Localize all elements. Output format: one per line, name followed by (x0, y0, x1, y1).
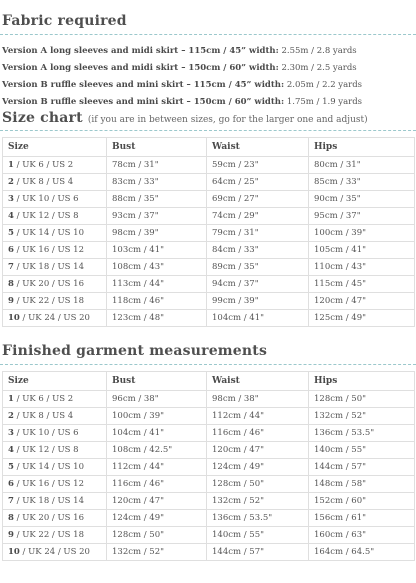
size-cell (3, 425, 107, 442)
table-row (3, 425, 415, 442)
table-row (3, 259, 415, 276)
waist-cell: 98cm / 38" (207, 391, 309, 408)
hips-cell: 164cm / 64.5" (309, 544, 415, 561)
table-row (3, 157, 415, 174)
waist-cell: 116cm / 46" (207, 425, 309, 442)
bust-cell: 104cm / 41" (107, 425, 207, 442)
size-label: / UK 24 / US 20 (19, 547, 90, 557)
size-cell (3, 191, 107, 208)
size-number: 7 (8, 262, 14, 272)
size-cell (3, 242, 107, 259)
bust-cell: 88cm / 35" (107, 191, 207, 208)
hips-cell: 115cm / 45" (309, 276, 415, 293)
table-header-row (3, 138, 415, 157)
fabric-required-title (2, 13, 127, 29)
waist-cell: 64cm / 25" (207, 174, 309, 191)
bust-cell: 108cm / 43" (107, 259, 207, 276)
column-header: Bust (107, 372, 207, 391)
bust-cell: 100cm / 39" (107, 408, 207, 425)
size-cell (3, 310, 107, 327)
table-row (3, 191, 415, 208)
finished-measurements-title-text: Finished garment measurements (2, 343, 268, 359)
hips-cell: 80cm / 31" (309, 157, 415, 174)
fabric-line-label: Version A long sleeves and midi skirt – 115cm / 45” width: (2, 46, 279, 56)
divider (0, 34, 416, 35)
divider (0, 130, 416, 131)
size-number: 8 (8, 513, 14, 523)
size-number: 3 (8, 428, 14, 438)
hips-cell: 100cm / 39" (309, 225, 415, 242)
size-label: / UK 16 / US 12 (13, 245, 84, 255)
hips-cell: 148cm / 58" (309, 476, 415, 493)
bust-cell: 103cm / 41" (107, 242, 207, 259)
fabric-line-value: 2.30m / 2.5 yards (281, 63, 357, 73)
fabric-required-title-text: Fabric required (2, 13, 127, 29)
table-row (3, 391, 415, 408)
bust-cell: 108cm / 42.5" (107, 442, 207, 459)
waist-cell: 136cm / 53.5" (207, 510, 309, 527)
table-row (3, 510, 415, 527)
table-row (3, 208, 415, 225)
waist-cell: 69cm / 27" (207, 191, 309, 208)
fabric-line-label: Version B ruffle sleeves and mini skirt – 150cm / 60” width: (2, 97, 285, 107)
bust-cell: 120cm / 47" (107, 493, 207, 510)
bust-cell: 132cm / 52" (107, 544, 207, 561)
size-label: / UK 6 / US 2 (13, 160, 74, 170)
size-number: 2 (8, 411, 14, 421)
size-label: / UK 20 / US 16 (13, 279, 84, 289)
size-chart-title (2, 110, 368, 126)
size-number: 4 (8, 445, 14, 455)
hips-cell: 160cm / 63" (309, 527, 415, 544)
hips-cell: 156cm / 61" (309, 510, 415, 527)
table-header-row (3, 372, 415, 391)
table-row (3, 174, 415, 191)
size-number: 4 (8, 211, 14, 221)
column-header: Hips (309, 372, 415, 391)
size-cell (3, 391, 107, 408)
fabric-line-label: Version A long sleeves and midi skirt – 150cm / 60” width: (2, 63, 279, 73)
waist-cell: 59cm / 23" (207, 157, 309, 174)
waist-cell: 94cm / 37" (207, 276, 309, 293)
table-row (3, 242, 415, 259)
size-cell (3, 459, 107, 476)
hips-cell: 85cm / 33" (309, 174, 415, 191)
size-label: / UK 10 / US 6 (13, 428, 79, 438)
waist-cell: 124cm / 49" (207, 459, 309, 476)
waist-cell: 89cm / 35" (207, 259, 309, 276)
size-label: / UK 12 / US 8 (13, 445, 79, 455)
fabric-line-value: 2.05m / 2.2 yards (286, 80, 363, 90)
size-cell (3, 527, 107, 544)
table-row (3, 408, 415, 425)
table-row (3, 293, 415, 310)
finished-measurements-title (2, 343, 267, 359)
size-number: 5 (8, 228, 14, 238)
finished-measurements-table (2, 371, 415, 561)
waist-cell: 132cm / 52" (207, 493, 309, 510)
column-header: Waist (207, 138, 309, 157)
waist-cell: 99cm / 39" (207, 293, 309, 310)
bust-cell: 128cm / 50" (107, 527, 207, 544)
size-number: 10 (8, 547, 20, 557)
column-header: Size (3, 372, 107, 391)
size-chart-note: (if you are in between sizes, go for the larger one and adjust) (87, 115, 368, 125)
waist-cell: 112cm / 44" (207, 408, 309, 425)
table-row (3, 310, 415, 327)
column-header: Hips (309, 138, 415, 157)
bust-cell: 123cm / 48" (107, 310, 207, 327)
hips-cell: 140cm / 55" (309, 442, 415, 459)
size-cell (3, 259, 107, 276)
size-label: / UK 24 / US 20 (19, 313, 90, 323)
size-number: 3 (8, 194, 14, 204)
size-label: / UK 20 / US 16 (13, 513, 84, 523)
size-label: / UK 10 / US 6 (13, 194, 79, 204)
fabric-line-value: 2.55m / 2.8 yards (281, 46, 357, 56)
hips-cell: 125cm / 49" (309, 310, 415, 327)
size-number: 2 (8, 177, 14, 187)
size-label: / UK 12 / US 8 (13, 211, 79, 221)
size-label: / UK 14 / US 10 (13, 462, 84, 472)
size-number: 5 (8, 462, 14, 472)
bust-cell: 113cm / 44" (107, 276, 207, 293)
size-cell (3, 208, 107, 225)
size-number: 8 (8, 279, 14, 289)
size-cell (3, 293, 107, 310)
size-cell (3, 544, 107, 561)
size-label: / UK 18 / US 14 (13, 262, 84, 272)
column-header: Size (3, 138, 107, 157)
size-label: / UK 8 / US 4 (13, 177, 74, 187)
bust-cell: 124cm / 49" (107, 510, 207, 527)
size-cell (3, 408, 107, 425)
size-chart-table (2, 137, 415, 327)
table-row (3, 459, 415, 476)
fabric-line (2, 43, 416, 60)
size-cell (3, 276, 107, 293)
hips-cell: 90cm / 35" (309, 191, 415, 208)
fabric-list (2, 43, 416, 111)
fabric-line (2, 94, 416, 111)
bust-cell: 116cm / 46" (107, 476, 207, 493)
waist-cell: 74cm / 29" (207, 208, 309, 225)
size-label: / UK 6 / US 2 (13, 394, 74, 404)
table-row (3, 442, 415, 459)
bust-cell: 93cm / 37" (107, 208, 207, 225)
column-header: Bust (107, 138, 207, 157)
size-cell (3, 225, 107, 242)
bust-cell: 112cm / 44" (107, 459, 207, 476)
size-number: 9 (8, 296, 14, 306)
table-row (3, 225, 415, 242)
size-label: / UK 16 / US 12 (13, 479, 84, 489)
hips-cell: 144cm / 57" (309, 459, 415, 476)
fabric-line (2, 77, 416, 94)
hips-cell: 110cm / 43" (309, 259, 415, 276)
size-number: 9 (8, 530, 14, 540)
fabric-line-value: 1.75m / 1.9 yards (286, 97, 363, 107)
hips-cell: 152cm / 60" (309, 493, 415, 510)
size-number: 7 (8, 496, 14, 506)
size-cell (3, 157, 107, 174)
bust-cell: 118cm / 46" (107, 293, 207, 310)
size-label: / UK 22 / US 18 (13, 296, 84, 306)
table-row (3, 544, 415, 561)
size-cell (3, 493, 107, 510)
size-number: 1 (8, 160, 14, 170)
divider (0, 364, 416, 365)
bust-cell: 78cm / 31" (107, 157, 207, 174)
bust-cell: 96cm / 38" (107, 391, 207, 408)
hips-cell: 128cm / 50" (309, 391, 415, 408)
fabric-line-label: Version B ruffle sleeves and mini skirt – 115cm / 45” width: (2, 80, 285, 90)
waist-cell: 120cm / 47" (207, 442, 309, 459)
waist-cell: 84cm / 33" (207, 242, 309, 259)
size-label: / UK 14 / US 10 (13, 228, 84, 238)
hips-cell: 120cm / 47" (309, 293, 415, 310)
size-cell (3, 174, 107, 191)
size-cell (3, 510, 107, 527)
size-cell (3, 476, 107, 493)
table-row (3, 276, 415, 293)
table-row (3, 493, 415, 510)
size-number: 10 (8, 313, 20, 323)
column-header: Waist (207, 372, 309, 391)
hips-cell: 132cm / 52" (309, 408, 415, 425)
waist-cell: 104cm / 41" (207, 310, 309, 327)
size-cell (3, 442, 107, 459)
waist-cell: 140cm / 55" (207, 527, 309, 544)
fabric-line (2, 60, 416, 77)
size-number: 1 (8, 394, 14, 404)
size-chart-title-text: Size chart (2, 110, 83, 126)
table-row (3, 527, 415, 544)
size-number: 6 (8, 479, 14, 489)
hips-cell: 136cm / 53.5" (309, 425, 415, 442)
size-label: / UK 18 / US 14 (13, 496, 84, 506)
size-number: 6 (8, 245, 14, 255)
size-label: / UK 8 / US 4 (13, 411, 74, 421)
hips-cell: 95cm / 37" (309, 208, 415, 225)
waist-cell: 128cm / 50" (207, 476, 309, 493)
bust-cell: 98cm / 39" (107, 225, 207, 242)
bust-cell: 83cm / 33" (107, 174, 207, 191)
waist-cell: 144cm / 57" (207, 544, 309, 561)
waist-cell: 79cm / 31" (207, 225, 309, 242)
size-label: / UK 22 / US 18 (13, 530, 84, 540)
table-row (3, 476, 415, 493)
hips-cell: 105cm / 41" (309, 242, 415, 259)
